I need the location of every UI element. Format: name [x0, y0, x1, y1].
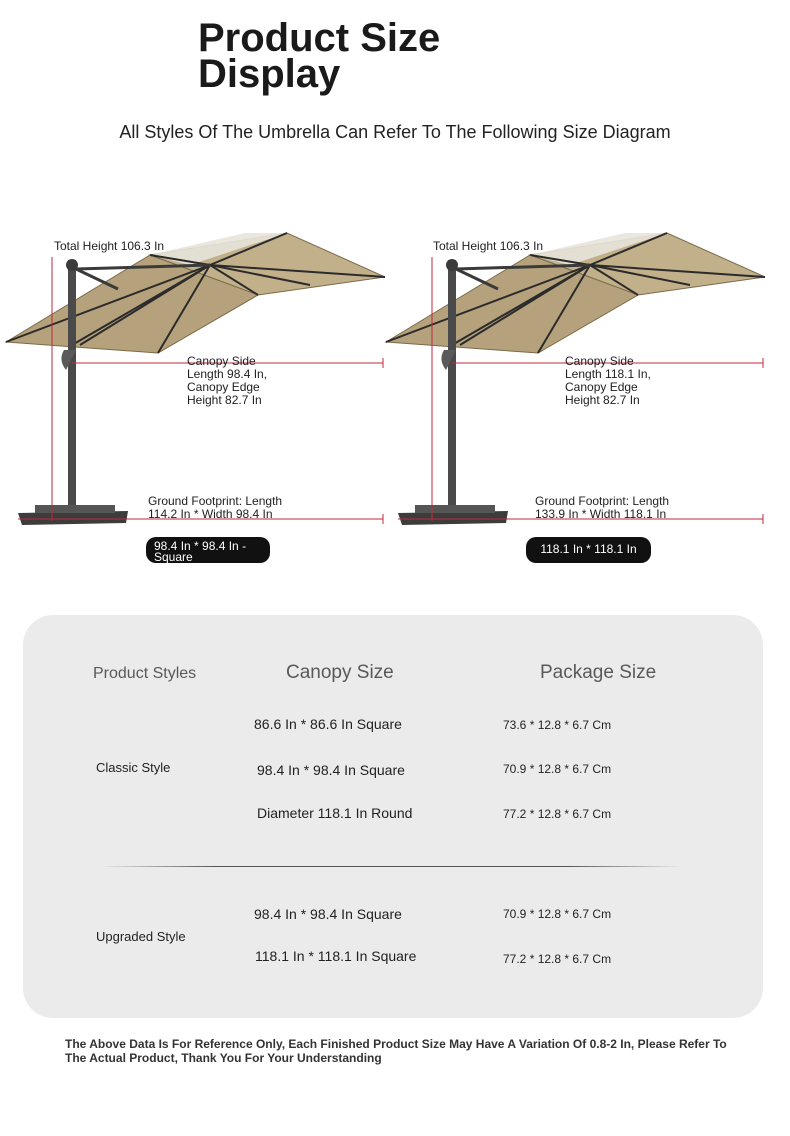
- footprint-label: [148, 495, 282, 521]
- title-line-2: Display: [198, 52, 341, 96]
- canopy-label-line: Length 98.4 In,: [187, 367, 268, 381]
- classic-style-label: Classic Style: [96, 760, 171, 775]
- umbrella-base: [18, 511, 128, 525]
- footprint-label-line: 114.2 In * Width 98.4 In: [148, 507, 273, 521]
- total-height-label: Total Height 106.3 In: [54, 239, 165, 253]
- title-line-1: Product Size: [198, 16, 441, 60]
- upgraded-canopy-1: 98.4 In * 98.4 In Square: [254, 906, 402, 922]
- footprint-label: [535, 495, 669, 521]
- canopy-label-line: Height 82.7 In: [565, 393, 640, 407]
- page-subtitle: All Styles Of The Umbrella Can Refer To The Following Size Diagram: [119, 122, 671, 142]
- canopy-label-line: Canopy Edge: [187, 380, 260, 394]
- canopy-label-line: Canopy Edge: [565, 380, 638, 394]
- size-badge-line: 98.4 In * 98.4 In -: [154, 539, 247, 553]
- classic-package-2: 70.9 * 12.8 * 6.7 Cm: [503, 762, 612, 776]
- header-product-styles: Product Styles: [93, 665, 197, 682]
- header-canopy-size: Canopy Size: [286, 662, 394, 683]
- total-height-label: Total Height 106.3 In: [433, 239, 544, 253]
- umbrella-diagram-1: [0, 225, 385, 570]
- canopy-label-line: Height 82.7 In: [187, 393, 262, 407]
- size-badge-1: [146, 537, 270, 563]
- size-badge-2: [526, 537, 651, 563]
- table-divider: [100, 866, 682, 867]
- footprint-label-line: Ground Footprint: Length: [148, 494, 283, 508]
- size-badge-line: 118.1 In * 118.1 In: [540, 542, 637, 556]
- size-badge-line: Square: [154, 550, 193, 564]
- classic-package-3: 77.2 * 12.8 * 6.7 Cm: [503, 807, 612, 821]
- upgraded-package-2: 77.2 * 12.8 * 6.7 Cm: [503, 952, 612, 966]
- classic-package-1: 73.6 * 12.8 * 6.7 Cm: [503, 718, 612, 732]
- canopy-label-line: Canopy Side: [187, 354, 256, 368]
- canopy-label: [187, 355, 267, 407]
- canopy-label: [565, 355, 651, 407]
- footprint-label-line: Ground Footprint: Length: [535, 494, 670, 508]
- upgraded-style-label: Upgraded Style: [96, 929, 186, 944]
- size-table-panel: [23, 615, 763, 1018]
- footprint-label-line: 133.9 In * Width 118.1 In: [535, 507, 667, 521]
- classic-canopy-3: Diameter 118.1 In Round: [257, 805, 413, 821]
- disclaimer-note: The Above Data Is For Reference Only, Each Finished Product Size May Have A Variation Of 0.8-2 In, Please Refer To The Actual Product, Thank You For Your Understanding: [65, 1037, 727, 1065]
- canopy-label-line: Canopy Side: [565, 354, 634, 368]
- classic-canopy-2: 98.4 In * 98.4 In Square: [257, 762, 405, 778]
- page-title: [198, 16, 441, 96]
- upgraded-canopy-2: 118.1 In * 118.1 In Square: [255, 948, 417, 964]
- classic-canopy-1: 86.6 In * 86.6 In Square: [254, 716, 402, 732]
- umbrella-pole: [448, 260, 456, 510]
- header-package-size: Package Size: [540, 662, 657, 683]
- umbrella-pole: [68, 260, 76, 510]
- umbrella-diagram-2: [380, 225, 765, 570]
- umbrella-base: [398, 511, 508, 525]
- upgraded-package-1: 70.9 * 12.8 * 6.7 Cm: [503, 907, 612, 921]
- canopy-label-line: Length 118.1 In,: [565, 367, 651, 381]
